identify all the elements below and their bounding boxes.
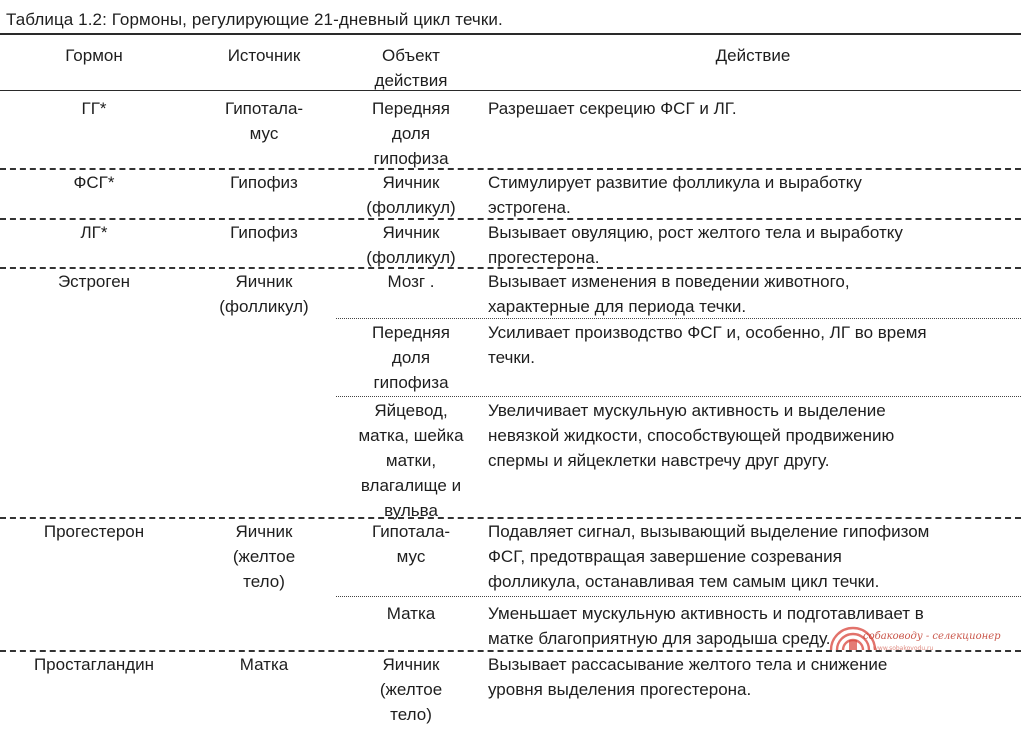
cell-hormone: Эстроген (57, 272, 131, 291)
cell-source (190, 269, 338, 319)
text-line: вульва (384, 501, 438, 520)
text-line: мус (249, 124, 279, 143)
text-line: Гипотала- (224, 99, 304, 118)
watermark-text: собаководу - селекционер (863, 631, 1001, 642)
text-line: течки. (488, 348, 535, 367)
subrow-separator (336, 396, 1021, 397)
text-line: матке благоприятную для зародыша среду. (488, 629, 831, 648)
cell-source (190, 96, 338, 146)
text-line: гипофиза (373, 373, 449, 392)
header-rule (0, 90, 1021, 91)
text-line: (фолликул) (366, 198, 456, 217)
text-line: Гипофиз (230, 223, 298, 242)
cell-action (488, 398, 1018, 473)
cell-target (340, 601, 482, 626)
cell-action (488, 519, 1018, 594)
text-line: мус (396, 547, 426, 566)
header-source: Источник (227, 46, 301, 65)
cell-target (340, 652, 482, 727)
text-line: (желтое (379, 680, 443, 699)
text-line: фолликула, останавливая тем самым цикл течки. (488, 572, 880, 591)
text-line: Вызывает овуляцию, рост желтого тела и выработку (488, 223, 903, 242)
subrow-separator (336, 596, 1021, 597)
text-line: Вызывает рассасывание желтого тела и снижение (488, 655, 888, 674)
cell-target (340, 269, 482, 294)
text-line: Усиливает производство ФСГ и, особенно, ЛГ во время (488, 323, 927, 342)
text-line: Яичник (235, 272, 293, 291)
text-line: влагалище и (360, 476, 462, 495)
text-line: прогестерона. (488, 248, 600, 267)
text-line: Разрешает секрецию ФСГ и ЛГ. (488, 99, 737, 118)
text-line: тело) (390, 705, 432, 724)
text-line: Гипотала- (371, 522, 451, 541)
text-line: Яйцевод, (374, 401, 448, 420)
text-line: матки, (385, 451, 437, 470)
text-line: Уменьшает мускульную активность и подготавливает в (488, 604, 924, 623)
cell-action (488, 269, 1018, 319)
text-line: спермы и яйцеклетки навстречу друг другу. (488, 451, 830, 470)
cell-hormone: Прогестерон (43, 522, 145, 541)
text-line: Яичник (382, 223, 440, 242)
cell-hormone: ГГ* (81, 99, 107, 118)
text-line: характерные для периода течки. (488, 297, 747, 316)
cell-target (340, 320, 482, 395)
text-line: (желтое (232, 547, 296, 566)
header-hormone: Гормон (65, 46, 123, 65)
text-line: матка, шейка (358, 426, 464, 445)
cell-target (340, 519, 482, 569)
cell-action (488, 652, 1018, 702)
header-target (340, 43, 482, 93)
text-line: Яичник (382, 655, 440, 674)
text-line: (фолликул) (219, 297, 309, 316)
text-line: уровня выделения прогестерона. (488, 680, 752, 699)
cell-target (340, 398, 482, 523)
watermark-subtext: www.sobakovodu.ru (873, 645, 934, 652)
text-line: Гипофиз (230, 173, 298, 192)
text-line: Яичник (382, 173, 440, 192)
cell-action (488, 220, 1018, 270)
text-line: невязкой жидкости, способствующей продвижению (488, 426, 895, 445)
text-line: Матка (239, 655, 289, 674)
cell-source (190, 170, 338, 195)
text-line: (фолликул) (366, 248, 456, 267)
top-rule (0, 33, 1021, 35)
header-action: Действие (715, 46, 791, 65)
text-line: Матка (386, 604, 436, 623)
text-line: гипофиза (373, 149, 449, 168)
text-line: ФСГ, предотвращая завершение созревания (488, 547, 842, 566)
cell-target (340, 220, 482, 270)
cell-target (340, 96, 482, 171)
text-line: доля (391, 348, 431, 367)
text-line: Подавляет сигнал, вызывающий выделение гипофизом (488, 522, 930, 541)
subrow-separator (336, 318, 1021, 319)
text-line: Яичник (235, 522, 293, 541)
text-line: Вызывает изменения в поведении животного, (488, 272, 850, 291)
cell-hormone: Простагландин (33, 655, 155, 674)
cell-source (190, 519, 338, 594)
watermark (823, 612, 1001, 656)
cell-hormone: ФСГ* (73, 173, 115, 192)
header-target-line: действия (374, 71, 448, 90)
cell-action (488, 170, 1018, 220)
cell-action (488, 96, 1018, 121)
text-line: Передняя (372, 323, 450, 342)
text-line: Стимулирует развитие фолликула и выработку (488, 173, 862, 192)
header-target-line: Объект (382, 46, 440, 65)
cell-action (488, 320, 1018, 370)
cell-hormone: ЛГ* (80, 223, 108, 242)
text-line: Передняя (372, 99, 450, 118)
table-caption: Таблица 1.2: Гормоны, регулирующие 21-дневный цикл течки. (6, 10, 503, 29)
text-line: Мозг . (387, 272, 435, 291)
text-line: тело) (243, 572, 285, 591)
cell-target (340, 170, 482, 220)
cell-source (190, 220, 338, 245)
text-line: Увеличивает мускульную активность и выделение (488, 401, 886, 420)
text-line: эстрогена. (488, 198, 571, 217)
text-line: доля (391, 124, 431, 143)
cell-source (190, 652, 338, 677)
